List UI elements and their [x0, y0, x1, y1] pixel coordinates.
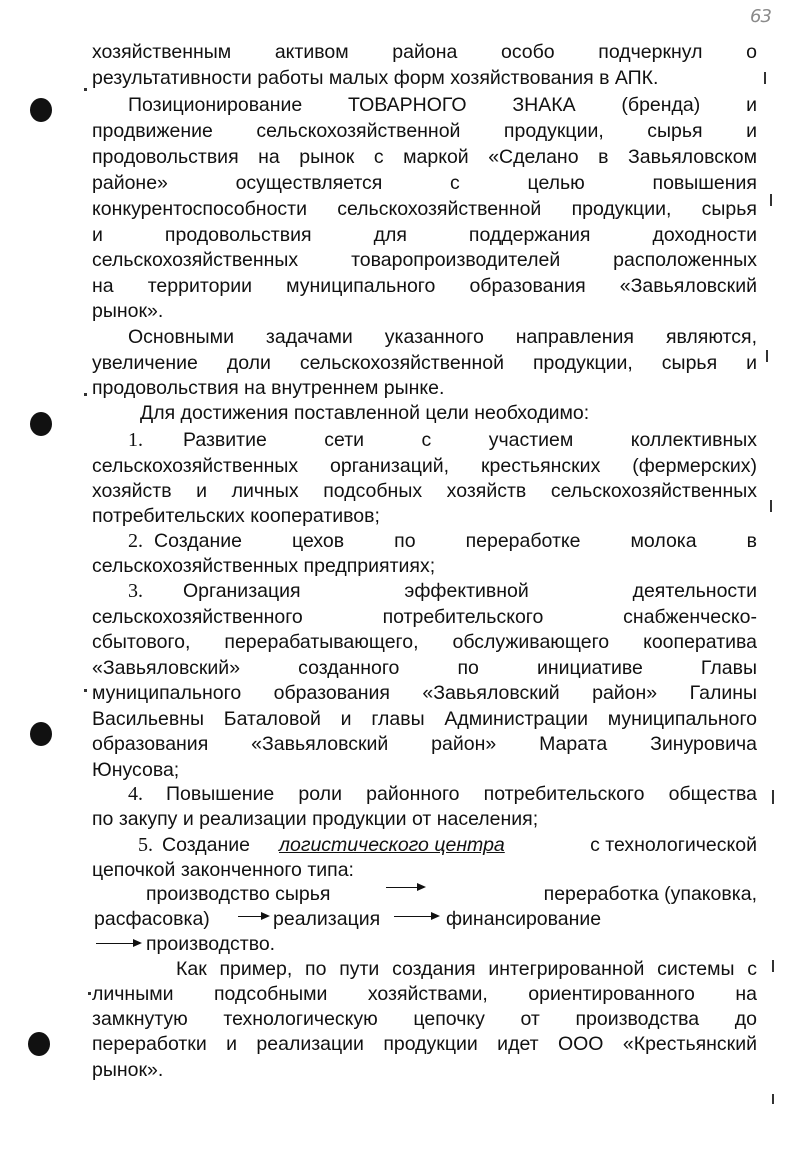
binder-hole-icon: [30, 722, 52, 746]
text-line: конкурентоспособности сельскохозяйственной продукции, сырья: [92, 198, 757, 220]
scan-speck: [84, 689, 87, 692]
text-line: хозяйств и личных подсобных хозяйств сельскохозяйственных: [92, 480, 757, 502]
text-line: Как пример, по пути создания интегрированной системы с: [176, 958, 757, 980]
text-line: личными подсобными хозяйствами, ориентированного на: [92, 983, 757, 1005]
binder-hole-icon: [28, 1032, 50, 1056]
text-line: «Завьяловский» созданного по инициативе Главы: [92, 657, 757, 679]
list-item-4: [128, 781, 757, 807]
text-line: Для достижения поставленной цели необходимо:: [140, 402, 590, 424]
text-line: рынок».: [92, 300, 164, 322]
text-line: Создание цехов по переработке молока в: [154, 530, 757, 552]
chain-step: расфасовка): [94, 908, 210, 930]
text-line: рынок».: [92, 1059, 164, 1081]
scan-speck: [770, 500, 772, 512]
text-line: Васильевны Баталовой и главы Администрации муниципального: [92, 708, 757, 730]
text-line: Основными задачами указанного направления являются,: [128, 326, 757, 348]
text-line: хозяйственным активом района особо подчеркнул о: [92, 41, 757, 63]
text-line: муниципального образования «Завьяловский район» Галины: [92, 682, 757, 704]
list-item-5: [138, 832, 757, 858]
list-item-2: [128, 528, 757, 554]
page-number: 63: [750, 6, 771, 27]
text-line: Повышение роли районного потребительского общества: [166, 783, 757, 805]
chain-step: производство сырья: [146, 883, 331, 905]
scan-speck: [770, 194, 772, 206]
text-line: Развитие сети с участием коллективных: [183, 429, 757, 451]
scan-speck: [764, 72, 766, 84]
scan-speck: [772, 1094, 774, 1104]
arrow-right-icon: [238, 916, 268, 917]
arrow-right-icon: [386, 887, 424, 888]
scan-speck: [772, 960, 774, 972]
text-line: увеличение доли сельскохозяйственной продукции, сырья и: [92, 352, 757, 374]
text-line: замкнутую технологическую цепочку от производства до: [92, 1008, 757, 1030]
chain-step: финансирование: [446, 908, 602, 930]
arrow-right-icon: [96, 943, 140, 944]
list-item-1: [128, 427, 757, 453]
text-segment: Создание: [162, 834, 250, 856]
text-line: потребительских кооперативов;: [92, 505, 380, 527]
chain-step: реализация: [273, 908, 381, 930]
chain-step: производство.: [146, 933, 276, 955]
scan-speck: [88, 992, 91, 995]
scan-speck: [766, 350, 768, 362]
underlined-term: логистического центра: [279, 834, 505, 856]
text-line: продовольствия на внутреннем рынке.: [92, 377, 445, 399]
chain-step: переработка (упаковка,: [543, 883, 757, 905]
scan-speck: [772, 790, 774, 804]
list-item-3: [128, 578, 757, 604]
text-line: переработки и реализации продукции идет ООО «Крестьянский: [92, 1033, 757, 1055]
text-line: результативности работы малых форм хозяйствования в АПК.: [92, 67, 659, 89]
text-line: Юнусова;: [92, 759, 180, 781]
list-number: 4.: [128, 783, 143, 805]
list-number: 3.: [128, 580, 143, 602]
text-line: сельскохозяйственных организаций, крестьянских (фермерских): [92, 455, 757, 477]
text-line: сельскохозяйственных товаропроизводителей расположенных: [92, 249, 757, 271]
text-line: районе» осуществляется с целью повышения: [92, 172, 757, 194]
text-line: по закупу и реализации продукции от населения;: [92, 808, 539, 830]
binder-hole-icon: [30, 98, 52, 122]
text-segment: с технологической: [590, 834, 757, 856]
text-line: сельскохозяйственного потребительского снабженческо-: [92, 606, 757, 628]
list-number: 5.: [138, 834, 153, 856]
text-line: Позиционирование ТОВАРНОГО ЗНАКА (бренда) и: [128, 94, 757, 116]
scan-speck: [84, 393, 87, 396]
list-number: 1.: [128, 429, 143, 451]
text-line: сбытового, перерабатывающего, обслуживающего кооператива: [92, 631, 757, 653]
list-number: 2.: [128, 530, 143, 552]
text-line: Организация эффективной деятельности: [183, 580, 757, 602]
text-line: продовольствия на рынок с маркой «Сделано в Завьяловском: [92, 146, 757, 168]
text-line: на территории муниципального образования «Завьяловский: [92, 275, 757, 297]
scan-speck: [84, 88, 87, 91]
text-line: образования «Завьяловский район» Марата Зинуровича: [92, 733, 757, 755]
binder-hole-icon: [30, 412, 52, 436]
text-line: цепочкой законченного типа:: [92, 859, 354, 881]
text-line: и продовольствия для поддержания доходности: [92, 224, 757, 246]
arrow-right-icon: [394, 916, 438, 917]
text-line: сельскохозяйственных предприятиях;: [92, 555, 436, 577]
text-line: продвижение сельскохозяйственной продукции, сырья и: [92, 120, 757, 142]
